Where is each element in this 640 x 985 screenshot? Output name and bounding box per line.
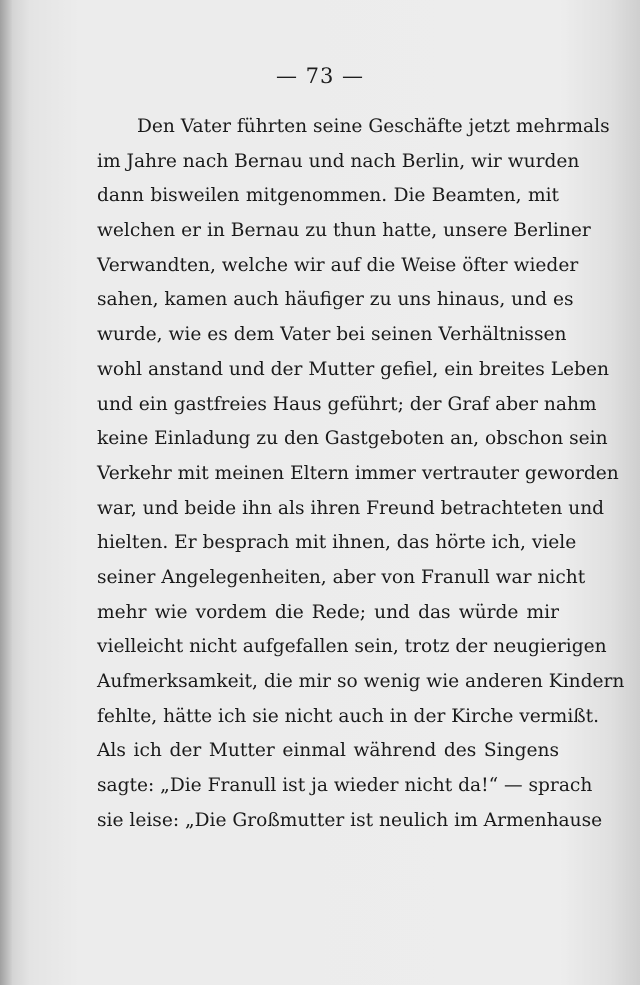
text-line: wurde, wie es dem Vater bei seinen Verhältnissen	[97, 324, 567, 346]
text-line: welchen er in Bernau zu thun hatte, unsere Berliner	[97, 220, 591, 242]
text-line: Aufmerksamkeit, die mir so wenig wie anderen Kindern	[97, 671, 625, 692]
text-line: Verwandten, welche wir auf die Weise öfter wieder	[97, 254, 579, 276]
text-line: mehr wie vordem die Rede; und das würde mir	[97, 601, 559, 623]
text-line: fehlte, hätte ich sie nicht auch in der Kirche vermißt.	[97, 705, 600, 727]
text-line: Als ich der Mutter einmal während des Singens	[97, 740, 559, 762]
text-line: wohl anstand und der Mutter gefiel, ein breites Leben	[97, 358, 609, 380]
text-line: sie leise: „Die Großmutter ist neulich im Armenhause	[97, 809, 603, 831]
page-number: — 73 —	[275, 64, 365, 88]
text-line: keine Einladung zu den Gastgeboten an, obschon sein	[97, 428, 608, 450]
text-line: dann bisweilen mitgenommen. Die Beamten, mit	[97, 185, 559, 207]
text-line: Verkehr mit meinen Eltern immer vertrauter geworden	[97, 462, 619, 484]
text-line: sagte: „Die Franull ist ja wieder nicht da!“ — sprach	[97, 775, 593, 797]
text-line: vielleicht nicht aufgefallen sein, trotz der neugierigen	[97, 636, 607, 658]
text-line: war, und beide ihn als ihren Freund betrachteten und	[97, 497, 605, 519]
text-line: im Jahre nach Bernau und nach Berlin, wir wurden	[97, 150, 580, 172]
body-text	[97, 110, 625, 838]
page-edge-shadow	[0, 0, 12, 985]
text-line: seiner Angelegenheiten, aber von Franull war nicht	[97, 566, 586, 588]
text-line: hielten. Er besprach mit ihnen, das hörte ich, viele	[97, 532, 577, 554]
text-line: und ein gastfreies Haus geführt; der Graf aber nahm	[97, 393, 597, 415]
text-line: Den Vater führten seine Geschäfte jetzt mehrmals	[137, 116, 610, 137]
text-line: sahen, kamen auch häufiger zu uns hinaus, und es	[97, 289, 574, 311]
